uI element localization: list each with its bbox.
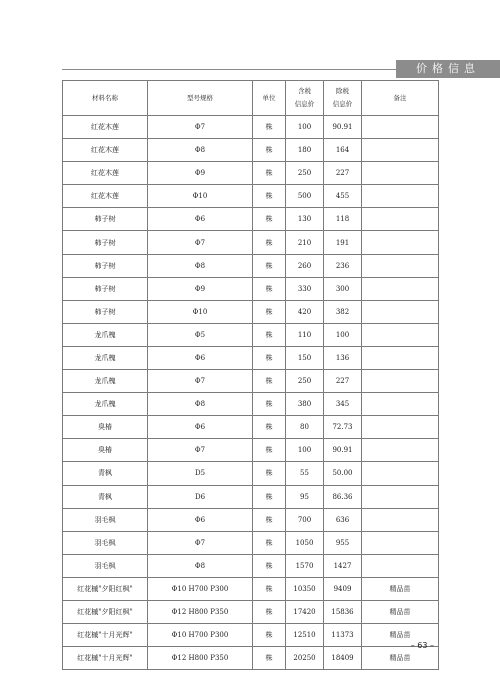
- cell-price-incl-tax: 1570: [286, 554, 324, 577]
- table-row: [63, 346, 439, 369]
- cell-remark: [362, 416, 439, 439]
- cell-unit: 株: [253, 393, 286, 416]
- cell-unit: 株: [253, 208, 286, 231]
- cell-unit: 株: [253, 485, 286, 508]
- cell-price-excl-tax: 1427: [324, 554, 362, 577]
- cell-material: 红花木莲: [63, 116, 148, 139]
- cell-price-excl-tax: 136: [324, 346, 362, 369]
- cell-material: 龙爪槐: [63, 370, 148, 393]
- cell-price-incl-tax: 95: [286, 485, 324, 508]
- cell-unit: 株: [253, 416, 286, 439]
- cell-remark: [362, 323, 439, 346]
- cell-price-incl-tax: 100: [286, 116, 324, 139]
- cell-unit: 株: [253, 462, 286, 485]
- cell-unit: 株: [253, 162, 286, 185]
- table-row: [63, 624, 439, 647]
- cell-price-incl-tax: 250: [286, 370, 324, 393]
- cell-remark: [362, 185, 439, 208]
- cell-spec: Φ7: [148, 116, 253, 139]
- cell-unit: 株: [253, 277, 286, 300]
- cell-unit: 株: [253, 508, 286, 531]
- cell-material: 红花槭"十月光辉": [63, 624, 148, 647]
- cell-price-incl-tax: 380: [286, 393, 324, 416]
- table-row: [63, 416, 439, 439]
- cell-spec: Φ7: [148, 439, 253, 462]
- cell-material: 龙爪槐: [63, 346, 148, 369]
- cell-material: 龙爪槐: [63, 323, 148, 346]
- cell-price-incl-tax: 180: [286, 139, 324, 162]
- cell-material: 柿子树: [63, 300, 148, 323]
- cell-material: 臭椿: [63, 439, 148, 462]
- cell-price-incl-tax: 150: [286, 346, 324, 369]
- table-row: [63, 116, 439, 139]
- cell-price-excl-tax: 382: [324, 300, 362, 323]
- cell-remark: [362, 277, 439, 300]
- cell-unit: 株: [253, 116, 286, 139]
- cell-price-incl-tax: 80: [286, 416, 324, 439]
- cell-remark: [362, 393, 439, 416]
- cell-spec: Φ8: [148, 393, 253, 416]
- cell-remark: [362, 208, 439, 231]
- cell-material: 臭椿: [63, 416, 148, 439]
- table-row: [63, 600, 439, 623]
- cell-material: 柿子树: [63, 231, 148, 254]
- cell-material: 龙爪槐: [63, 393, 148, 416]
- cell-price-excl-tax: 11373: [324, 624, 362, 647]
- cell-spec: Φ10: [148, 185, 253, 208]
- table-row: [63, 323, 439, 346]
- cell-remark: 精品苗: [362, 600, 439, 623]
- table-row: [63, 554, 439, 577]
- cell-remark: [362, 485, 439, 508]
- cell-spec: Φ12 H800 P350: [148, 600, 253, 623]
- cell-price-incl-tax: 210: [286, 231, 324, 254]
- cell-unit: 株: [253, 647, 286, 670]
- cell-material: 红花槭"十月光辉": [63, 647, 148, 670]
- cell-price-incl-tax: 260: [286, 254, 324, 277]
- cell-material: 青枫: [63, 462, 148, 485]
- table-row: [63, 231, 439, 254]
- cell-unit: 株: [253, 323, 286, 346]
- cell-spec: Φ5: [148, 323, 253, 346]
- cell-material: 红花槭"夕阳红枫": [63, 577, 148, 600]
- cell-remark: [362, 116, 439, 139]
- cell-spec: Φ7: [148, 531, 253, 554]
- cell-spec: Φ9: [148, 162, 253, 185]
- cell-remark: [362, 139, 439, 162]
- col-header-price-incl-tax: 含税 信息价: [286, 81, 324, 116]
- cell-remark: [362, 162, 439, 185]
- cell-unit: 株: [253, 300, 286, 323]
- cell-price-incl-tax: 130: [286, 208, 324, 231]
- col-header-material: 材料名称: [63, 81, 148, 116]
- cell-remark: [362, 554, 439, 577]
- cell-material: 柿子树: [63, 277, 148, 300]
- cell-material: 柿子树: [63, 254, 148, 277]
- cell-material: 红花木莲: [63, 139, 148, 162]
- cell-remark: [362, 254, 439, 277]
- cell-price-incl-tax: 17420: [286, 600, 324, 623]
- cell-price-excl-tax: 236: [324, 254, 362, 277]
- cell-unit: 株: [253, 439, 286, 462]
- cell-unit: 株: [253, 600, 286, 623]
- cell-price-incl-tax: 10350: [286, 577, 324, 600]
- cell-price-incl-tax: 110: [286, 323, 324, 346]
- cell-spec: Φ7: [148, 370, 253, 393]
- cell-remark: [362, 439, 439, 462]
- table-row: [63, 162, 439, 185]
- table-row: [63, 531, 439, 554]
- cell-price-excl-tax: 227: [324, 370, 362, 393]
- cell-spec: Φ10: [148, 300, 253, 323]
- cell-spec: Φ10 H700 P300: [148, 624, 253, 647]
- table-row: [63, 277, 439, 300]
- cell-spec: Φ6: [148, 416, 253, 439]
- cell-spec: Φ7: [148, 231, 253, 254]
- cell-remark: [362, 508, 439, 531]
- cell-remark: 精品苗: [362, 624, 439, 647]
- cell-material: 羽毛枫: [63, 554, 148, 577]
- col-header-price-excl-tax: 除税 信息价: [324, 81, 362, 116]
- cell-price-incl-tax: 12510: [286, 624, 324, 647]
- cell-price-excl-tax: 90.91: [324, 116, 362, 139]
- cell-price-excl-tax: 227: [324, 162, 362, 185]
- cell-spec: Φ6: [148, 208, 253, 231]
- cell-unit: 株: [253, 370, 286, 393]
- cell-price-excl-tax: 18409: [324, 647, 362, 670]
- cell-price-excl-tax: 15836: [324, 600, 362, 623]
- cell-spec: Φ8: [148, 139, 253, 162]
- cell-remark: [362, 370, 439, 393]
- cell-price-incl-tax: 1050: [286, 531, 324, 554]
- cell-remark: [362, 231, 439, 254]
- col-header-unit: 单位: [253, 81, 286, 116]
- table-row: [63, 462, 439, 485]
- cell-price-excl-tax: 455: [324, 185, 362, 208]
- cell-spec: D5: [148, 462, 253, 485]
- page-number: – 63 –: [410, 641, 434, 650]
- cell-spec: Φ6: [148, 346, 253, 369]
- cell-unit: 株: [253, 139, 286, 162]
- cell-spec: Φ10 H700 P300: [148, 577, 253, 600]
- cell-unit: 株: [253, 577, 286, 600]
- table-header-row: [63, 81, 439, 116]
- cell-price-incl-tax: 100: [286, 439, 324, 462]
- cell-price-excl-tax: 72.73: [324, 416, 362, 439]
- cell-price-excl-tax: 90.91: [324, 439, 362, 462]
- cell-spec: Φ9: [148, 277, 253, 300]
- cell-spec: Φ8: [148, 554, 253, 577]
- cell-price-excl-tax: 300: [324, 277, 362, 300]
- cell-spec: D6: [148, 485, 253, 508]
- cell-material: 羽毛枫: [63, 531, 148, 554]
- table-row: [63, 647, 439, 670]
- table-row: [63, 208, 439, 231]
- table-row: [63, 577, 439, 600]
- cell-price-incl-tax: 250: [286, 162, 324, 185]
- cell-unit: 株: [253, 531, 286, 554]
- table-row: [63, 370, 439, 393]
- cell-price-excl-tax: 9409: [324, 577, 362, 600]
- cell-spec: Φ12 H800 P350: [148, 647, 253, 670]
- cell-unit: 株: [253, 185, 286, 208]
- cell-unit: 株: [253, 346, 286, 369]
- cell-price-incl-tax: 55: [286, 462, 324, 485]
- cell-remark: [362, 531, 439, 554]
- table-row: [63, 254, 439, 277]
- cell-price-incl-tax: 20250: [286, 647, 324, 670]
- cell-spec: Φ8: [148, 254, 253, 277]
- cell-price-excl-tax: 191: [324, 231, 362, 254]
- cell-remark: 精品苗: [362, 577, 439, 600]
- cell-unit: 株: [253, 254, 286, 277]
- table-row: [63, 439, 439, 462]
- cell-unit: 株: [253, 624, 286, 647]
- cell-material: 羽毛枫: [63, 508, 148, 531]
- cell-spec: Φ6: [148, 508, 253, 531]
- cell-price-excl-tax: 636: [324, 508, 362, 531]
- col-header-spec: 型号规格: [148, 81, 253, 116]
- table-row: [63, 508, 439, 531]
- section-badge: 价格信息: [396, 60, 500, 78]
- cell-remark: 精品苗: [362, 647, 439, 670]
- price-table: [62, 80, 439, 670]
- cell-material: 红花木莲: [63, 162, 148, 185]
- header-rule: [62, 69, 438, 70]
- col-header-remark: 备注: [362, 81, 439, 116]
- table-row: [63, 139, 439, 162]
- cell-price-excl-tax: 118: [324, 208, 362, 231]
- cell-price-excl-tax: 345: [324, 393, 362, 416]
- cell-price-excl-tax: 164: [324, 139, 362, 162]
- cell-price-incl-tax: 700: [286, 508, 324, 531]
- cell-price-incl-tax: 420: [286, 300, 324, 323]
- cell-price-excl-tax: 100: [324, 323, 362, 346]
- table-row: [63, 485, 439, 508]
- cell-material: 红花木莲: [63, 185, 148, 208]
- cell-material: 柿子树: [63, 208, 148, 231]
- table-row: [63, 185, 439, 208]
- cell-price-incl-tax: 500: [286, 185, 324, 208]
- cell-remark: [362, 462, 439, 485]
- cell-remark: [362, 300, 439, 323]
- cell-unit: 株: [253, 231, 286, 254]
- cell-remark: [362, 346, 439, 369]
- cell-price-excl-tax: 955: [324, 531, 362, 554]
- cell-material: 红花槭"夕阳红枫": [63, 600, 148, 623]
- cell-unit: 株: [253, 554, 286, 577]
- cell-price-excl-tax: 50.00: [324, 462, 362, 485]
- cell-material: 青枫: [63, 485, 148, 508]
- table-row: [63, 393, 439, 416]
- cell-price-incl-tax: 330: [286, 277, 324, 300]
- table-row: [63, 300, 439, 323]
- cell-price-excl-tax: 86.36: [324, 485, 362, 508]
